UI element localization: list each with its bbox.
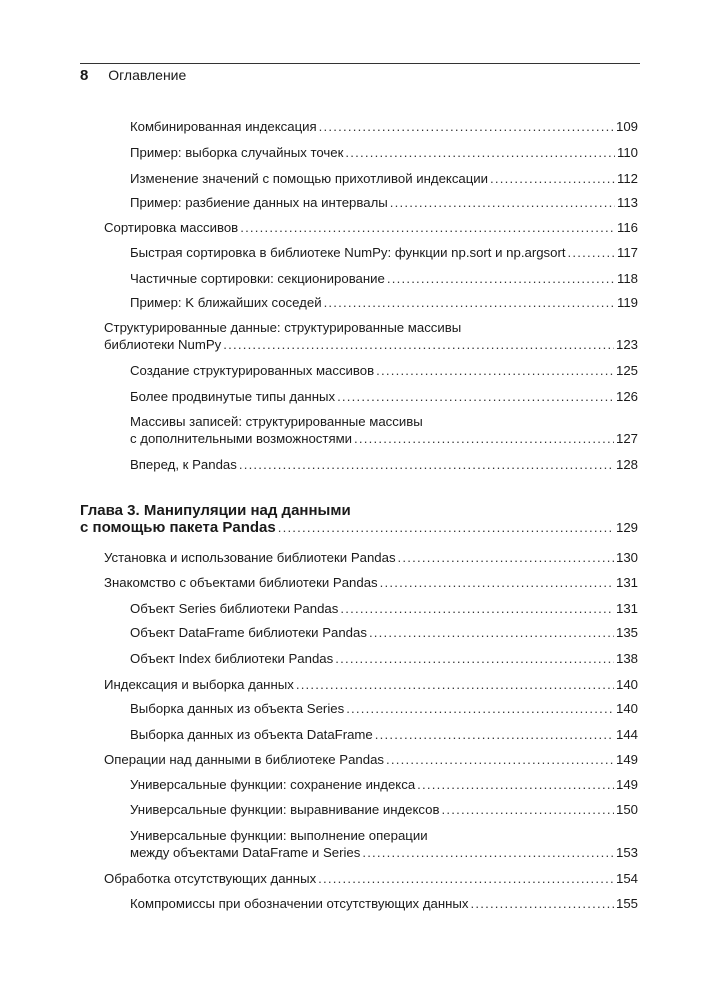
toc-entry[interactable] xyxy=(130,170,638,187)
toc-entry-page: 123 xyxy=(615,337,638,352)
toc-entry-page: 117 xyxy=(616,245,638,260)
toc-entry[interactable] xyxy=(130,456,638,473)
leader-dots xyxy=(278,519,614,536)
toc-entry-title: Сортировка массивов xyxy=(104,220,239,235)
toc-entry-title: библиотеки NumPy xyxy=(104,337,222,352)
toc-entry-title: Объект Index библиотеки Pandas xyxy=(130,651,334,666)
leader-dots xyxy=(345,144,615,161)
toc-entry-page: 116 xyxy=(616,220,638,235)
toc-entry-page: 140 xyxy=(615,701,638,716)
toc-entry-title-line1: Структурированные данные: структурированные массивы xyxy=(104,320,462,335)
leader-dots xyxy=(340,600,614,617)
leader-dots xyxy=(239,456,614,473)
toc-entry-page: 129 xyxy=(615,520,638,535)
toc-entry[interactable] xyxy=(104,549,638,566)
toc-entry[interactable] xyxy=(130,194,638,211)
leader-dots xyxy=(386,751,614,768)
toc-entry-title: между объектами DataFrame и Series xyxy=(130,845,361,860)
toc-entry-title: Выборка данных из объекта Series xyxy=(130,701,345,716)
toc-entry[interactable] xyxy=(130,801,638,818)
toc-entry-page: 109 xyxy=(615,119,638,134)
leader-dots xyxy=(324,294,615,311)
toc-entry-page: 127 xyxy=(615,431,638,446)
toc-entry-page: 150 xyxy=(615,802,638,817)
toc-entry[interactable] xyxy=(130,726,638,743)
page-number: 8 xyxy=(80,67,89,84)
toc-entry[interactable] xyxy=(130,895,638,912)
leader-dots xyxy=(398,549,614,566)
toc-entry[interactable] xyxy=(130,700,638,717)
toc-entry-title-line1: Массивы записей: структурированные массивы xyxy=(130,414,423,429)
toc-entry[interactable] xyxy=(130,244,638,261)
toc-entry[interactable] xyxy=(130,388,638,405)
toc-entry-page: 140 xyxy=(615,677,638,692)
toc-entry-page: 149 xyxy=(615,752,638,767)
toc-entry[interactable] xyxy=(104,870,638,887)
toc-entry[interactable] xyxy=(104,219,638,236)
toc-entry-title: Более продвинутые типы данных xyxy=(130,389,336,404)
toc-entry-page: 126 xyxy=(615,389,638,404)
toc-entry[interactable] xyxy=(130,118,638,135)
toc-entry-page: 125 xyxy=(615,363,638,378)
toc-entry-page: 153 xyxy=(615,845,638,860)
leader-dots xyxy=(490,170,615,187)
leader-dots xyxy=(470,895,614,912)
toc-entry[interactable] xyxy=(130,624,638,641)
toc-entry[interactable] xyxy=(130,827,638,861)
leader-dots xyxy=(442,801,614,818)
toc-entry-title-line1: Универсальные функции: выполнение операции xyxy=(130,828,428,843)
toc-entry[interactable] xyxy=(104,574,638,591)
leader-dots xyxy=(380,574,614,591)
toc-entry-title: Комбинированная индексация xyxy=(130,119,317,134)
toc-entry-title: Объект DataFrame библиотеки Pandas xyxy=(130,625,367,640)
toc-entry-page: 110 xyxy=(616,145,638,160)
leader-dots xyxy=(223,336,614,353)
leader-dots xyxy=(375,726,614,743)
toc-entry[interactable] xyxy=(130,294,638,311)
running-title: Оглавление xyxy=(108,67,187,83)
toc-entry-page: 112 xyxy=(616,171,638,186)
toc-entry-page: 154 xyxy=(615,871,638,886)
toc-entry-title: Пример: выборка случайных точек xyxy=(130,145,344,160)
toc-entry-title: Универсальные функции: сохранение индекса xyxy=(130,777,416,792)
toc-entry-page: 130 xyxy=(615,550,638,565)
leader-dots xyxy=(337,388,614,405)
toc-entry-title: Индексация и выборка данных xyxy=(104,677,294,692)
leader-dots xyxy=(417,776,614,793)
toc-entry[interactable] xyxy=(130,362,638,379)
toc-entry-page: 149 xyxy=(615,777,638,792)
toc-entry-page: 128 xyxy=(615,457,638,472)
toc-entry-page: 119 xyxy=(616,295,638,310)
toc-entry-title: Универсальные функции: выравнивание индексов xyxy=(130,802,440,817)
toc-entry-title: Быстрая сортировка в библиотеке NumPy: функции np.sort и np.argsort xyxy=(130,245,566,260)
leader-dots xyxy=(354,430,614,447)
toc-entry-page: 131 xyxy=(615,601,638,616)
leader-dots xyxy=(568,244,615,261)
toc-entry[interactable] xyxy=(130,776,638,793)
toc-entry[interactable] xyxy=(104,319,638,353)
toc-entry-page: 138 xyxy=(615,651,638,666)
toc-entry[interactable] xyxy=(130,600,638,617)
toc-entry-title: Операции над данными в библиотеке Pandas xyxy=(104,752,385,767)
toc-chapter-entry[interactable] xyxy=(80,502,638,536)
chapter-title: с помощью пакета Pandas xyxy=(80,519,276,536)
leader-dots xyxy=(387,270,615,287)
leader-dots xyxy=(390,194,615,211)
toc-entry[interactable] xyxy=(130,413,638,447)
toc-entry-title: Частичные сортировки: секционирование xyxy=(130,271,385,286)
leader-dots xyxy=(335,650,614,667)
toc-entry-page: 144 xyxy=(615,727,638,742)
toc-entry-title: Создание структурированных массивов xyxy=(130,363,375,378)
toc-entry[interactable] xyxy=(130,144,638,161)
toc-entry-page: 135 xyxy=(615,625,638,640)
toc-entry-page: 113 xyxy=(616,195,638,210)
leader-dots xyxy=(362,844,614,861)
toc-entry-title: Обработка отсутствующих данных xyxy=(104,871,317,886)
toc-entry-title: Установка и использование библиотеки Pandas xyxy=(104,550,396,565)
toc-entry-title: Пример: разбиение данных на интервалы xyxy=(130,195,388,210)
toc-entry-title: Компромиссы при обозначении отсутствующих данных xyxy=(130,896,469,911)
leader-dots xyxy=(376,362,614,379)
leader-dots xyxy=(240,219,615,236)
toc-entry-title: Объект Series библиотеки Pandas xyxy=(130,601,339,616)
toc-entry[interactable] xyxy=(104,751,638,768)
leader-dots xyxy=(369,624,614,641)
toc-entry[interactable] xyxy=(130,650,638,667)
toc-entry-page: 131 xyxy=(615,575,638,590)
toc-entry-title: Пример: K ближайших соседей xyxy=(130,295,322,310)
toc-entry-page: 118 xyxy=(616,271,638,286)
toc-entry-title: Изменение значений с помощью прихотливой индексации xyxy=(130,171,489,186)
chapter-title-line1: Глава 3. Манипуляции над данными xyxy=(80,502,351,519)
leader-dots xyxy=(296,676,614,693)
leader-dots xyxy=(346,700,614,717)
toc-entry-page: 155 xyxy=(615,896,638,911)
toc-entry-title: Вперед, к Pandas xyxy=(130,457,237,472)
toc-entry-title: Знакомство с объектами библиотеки Pandas xyxy=(104,575,378,590)
toc-entry-title: Выборка данных из объекта DataFrame xyxy=(130,727,373,742)
toc-entry-title: с дополнительными возможностями xyxy=(130,431,353,446)
leader-dots xyxy=(318,870,614,887)
leader-dots xyxy=(319,118,614,135)
toc-entry[interactable] xyxy=(130,270,638,287)
toc-entry[interactable] xyxy=(104,676,638,693)
